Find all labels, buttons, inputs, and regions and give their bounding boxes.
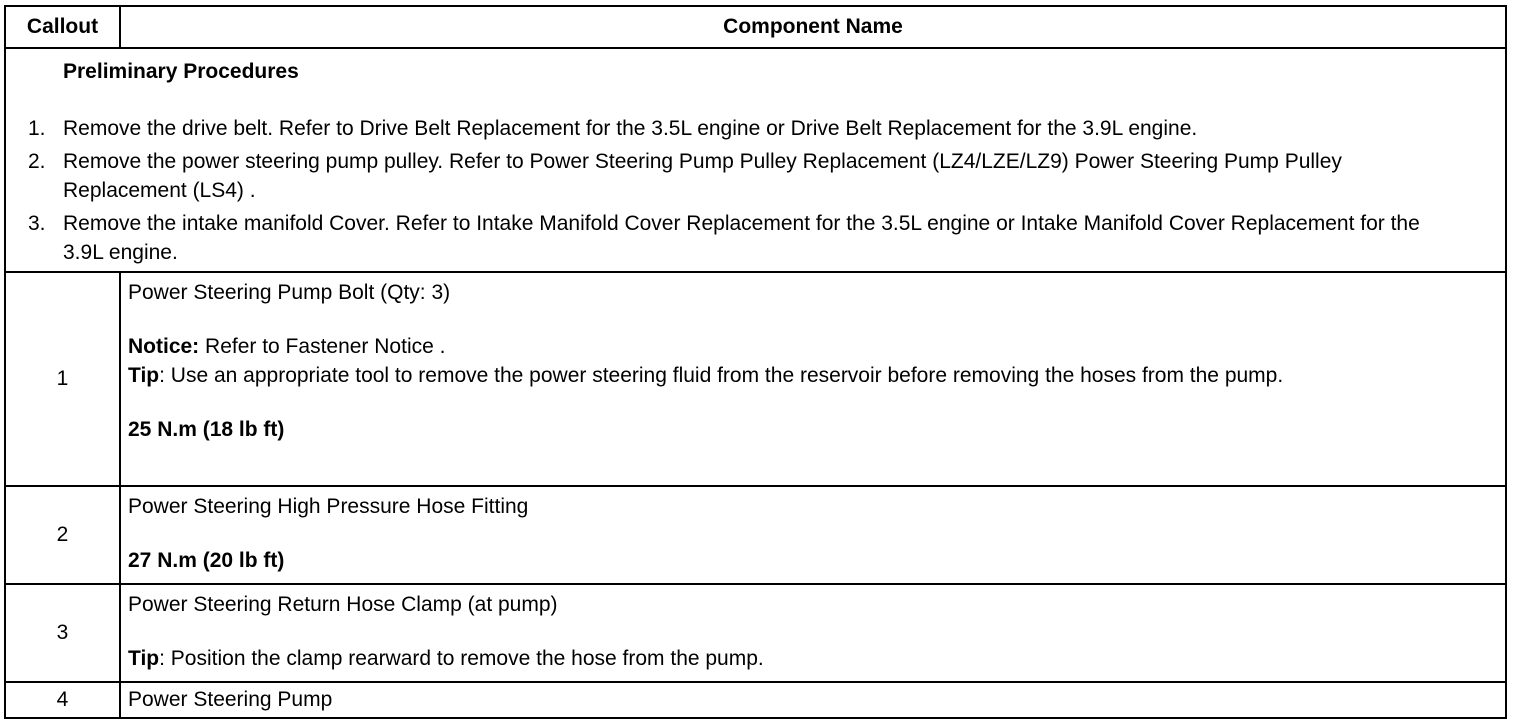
preliminary-step — [6, 147, 1505, 205]
torque-spec: 25 N.m (18 lb ft) — [128, 418, 285, 441]
component-cell — [120, 682, 1506, 718]
callout-number: 3 — [5, 584, 120, 682]
component-name: Power Steering Pump Bolt (Qty: 3) — [128, 281, 451, 304]
notice-line — [128, 332, 1455, 361]
tip-text: : Position the clamp rearward to remove the hose from the pump. — [159, 647, 764, 670]
tip-text: : Use an appropriate tool to remove the power steering fluid from the reservoir before removing the hoses from the pump. — [159, 364, 1284, 387]
step-number: 3. — [28, 212, 46, 235]
callout-column-header: Callout — [5, 6, 120, 48]
callout-number: 1 — [5, 272, 120, 486]
component-cell — [120, 486, 1506, 584]
header-row — [5, 6, 1506, 48]
step-text: Remove the drive belt. Refer to Drive Belt Replacement for the 3.5L engine or Drive Belt Replacement for the 3.9L engine. — [63, 117, 1198, 140]
component-name: Power Steering High Pressure Hose Fitting — [128, 495, 529, 518]
step-text: Remove the power steering pump pulley. Refer to Power Steering Pump Pulley Replacement (LZ4/LZE/LZ9) Power Steering Pump Pulley Replacement (LS4) . — [63, 150, 1342, 202]
tip-label: Tip — [128, 647, 160, 670]
tip-line — [128, 361, 1455, 390]
component-name: Power Steering Pump — [128, 688, 333, 711]
table-row — [5, 486, 1506, 584]
preliminary-step — [6, 209, 1505, 267]
procedure-table — [4, 5, 1507, 719]
preliminary-procedures-cell — [5, 48, 1506, 272]
tip-line — [128, 644, 1455, 673]
preliminary-step — [6, 114, 1505, 143]
table-row — [5, 584, 1506, 682]
table-row — [5, 272, 1506, 486]
step-number: 1. — [28, 117, 46, 140]
step-number: 2. — [28, 150, 46, 173]
step-text: Remove the intake manifold Cover. Refer to Intake Manifold Cover Replacement for the 3.5L engine or Intake Manifold Cover Replacement for the 3.9L engine. — [63, 212, 1420, 264]
notice-text: Refer to Fastener Notice . — [199, 335, 446, 358]
component-cell — [120, 272, 1506, 486]
tip-label: Tip — [128, 364, 160, 387]
component-cell — [120, 584, 1506, 682]
table-row — [5, 682, 1506, 718]
torque-spec: 27 N.m (20 lb ft) — [128, 549, 285, 572]
callout-number: 2 — [5, 486, 120, 584]
preliminary-steps-list — [6, 114, 1505, 267]
callout-number: 4 — [5, 682, 120, 718]
preliminary-procedures-title: Preliminary Procedures — [63, 60, 299, 83]
preliminary-row — [5, 48, 1506, 272]
component-name-column-header: Component Name — [120, 6, 1506, 48]
notice-label: Notice: — [128, 335, 200, 358]
component-name: Power Steering Return Hose Clamp (at pump) — [128, 593, 558, 616]
